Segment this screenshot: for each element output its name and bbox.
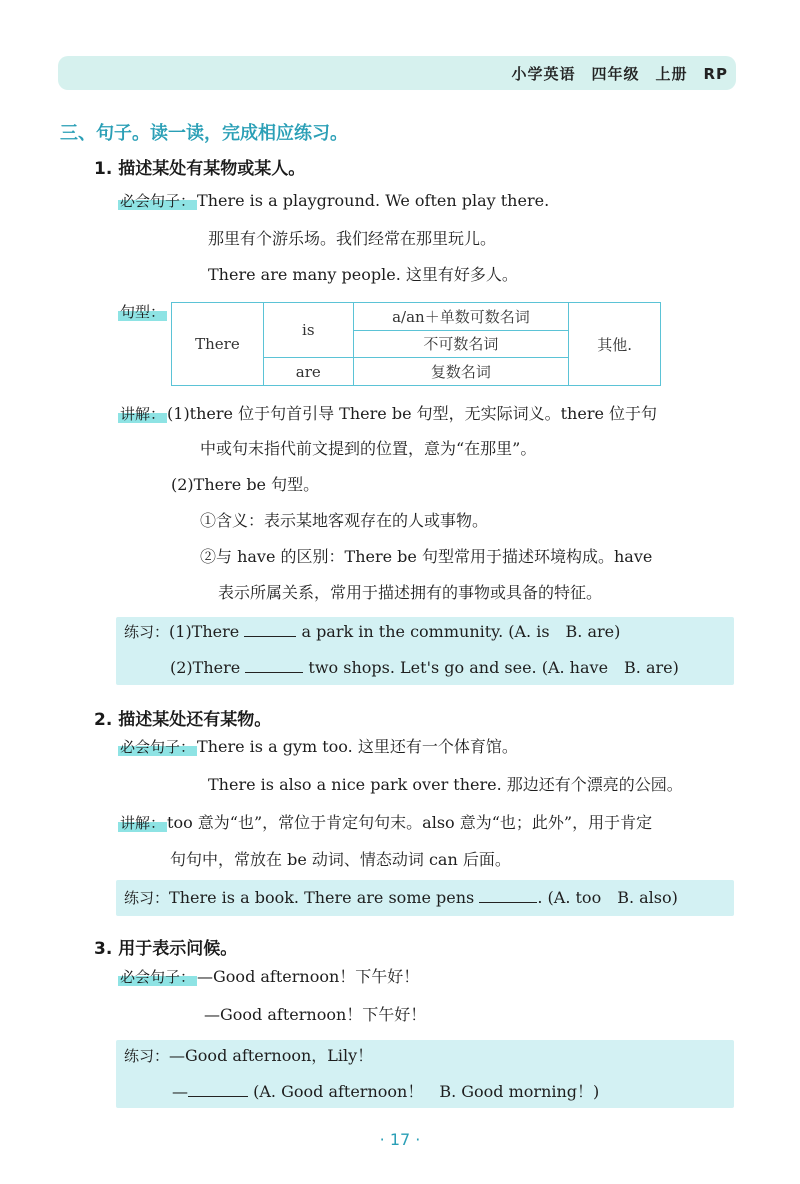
practice-tag: 练习： bbox=[124, 623, 170, 641]
explain-tag: 讲解： bbox=[120, 814, 166, 832]
table-cell-other: 其他. bbox=[569, 303, 661, 386]
part3-practice-1 bbox=[124, 1045, 373, 1067]
part3-sentence-line-1 bbox=[118, 966, 419, 988]
answer-blank[interactable] bbox=[188, 1082, 248, 1097]
page-number: · 17 · bbox=[379, 1130, 421, 1149]
sentence-tag: 必会句子： bbox=[120, 968, 196, 986]
sentence-text: There is a playground. We often play there. bbox=[197, 191, 550, 210]
practice-text: two shops. Let's go and see. (A. have B. are) bbox=[308, 658, 679, 677]
part3-practice-2 bbox=[172, 1081, 599, 1103]
part3-sentence-line-2: —Good afternoon！下午好！ bbox=[204, 1005, 427, 1024]
table-cell-uncountable: 不可数名词 bbox=[353, 330, 568, 358]
practice-text: —Good afternoon，Lily！ bbox=[169, 1046, 374, 1065]
practice-text: There is a book. There are some pens bbox=[169, 888, 475, 907]
part1-explain-line-5: ②与 have 的区别：There be 句型常用于描述环境构成。have bbox=[200, 547, 653, 566]
practice-tag: 练习： bbox=[124, 1047, 170, 1065]
sentence-tag: 必会句子： bbox=[120, 738, 196, 756]
explain-text: (1)there 位于句首引导 There be 句型，无实际词义。there 位于句 bbox=[167, 404, 658, 423]
part1-sentence-line-1 bbox=[118, 190, 549, 212]
part1-title: 1. 描述某处有某物或某人。 bbox=[94, 159, 306, 179]
part2-explain-line-2: 句句中，常放在 be 动词、情态动词 can 后面。 bbox=[170, 850, 511, 869]
pattern-tag: 句型： bbox=[120, 303, 166, 321]
part1-explain-line-3: (2)There be 句型。 bbox=[171, 475, 320, 494]
pattern-tag-line bbox=[118, 301, 167, 323]
table-cell-are: are bbox=[263, 358, 353, 386]
practice-text: . (A. too B. also) bbox=[537, 888, 678, 907]
there-be-pattern-table bbox=[171, 302, 661, 386]
part2-sentence-line-2: There is also a nice park over there. 那边还有个漂亮的公园。 bbox=[208, 775, 683, 794]
part2-sentence-line-1 bbox=[118, 736, 518, 758]
table-cell-there: There bbox=[172, 303, 264, 386]
answer-blank[interactable] bbox=[244, 622, 296, 637]
answer-blank[interactable] bbox=[245, 658, 303, 673]
part1-explain-line-6: 表示所属关系，常用于描述拥有的事物或具备的特征。 bbox=[218, 583, 603, 602]
table-cell-countable: a/an＋单数可数名词 bbox=[353, 303, 568, 331]
practice-text: a park in the community. (A. is B. are) bbox=[301, 622, 621, 641]
sentence-tag: 必会句子： bbox=[120, 192, 196, 210]
table-cell-plural: 复数名词 bbox=[353, 358, 568, 386]
answer-blank[interactable] bbox=[479, 888, 537, 903]
table-cell-is: is bbox=[263, 303, 353, 358]
part1-explain-line-4: ①含义：表示某地客观存在的人或事物。 bbox=[200, 511, 489, 530]
part1-practice-2 bbox=[170, 657, 679, 679]
practice-text: — bbox=[172, 1082, 188, 1101]
part1-explain-line-2: 中或句末指代前文提到的位置，意为“在那里”。 bbox=[200, 439, 537, 458]
part1-explain-line-1 bbox=[118, 403, 657, 425]
practice-text: (A. Good afternoon！ B. Good morning！) bbox=[253, 1082, 600, 1101]
part2-practice bbox=[124, 887, 678, 909]
part1-sentence-line-2: 那里有个游乐场。我们经常在那里玩儿。 bbox=[208, 229, 497, 248]
practice-text: (1)There bbox=[169, 622, 240, 641]
practice-tag: 练习： bbox=[124, 889, 170, 907]
explain-text: too 意为“也”，常位于肯定句句末。also 意为“也；此外”，用于肯定 bbox=[167, 813, 653, 832]
part1-practice-1 bbox=[124, 621, 620, 643]
practice-text: (2)There bbox=[170, 658, 241, 677]
sentence-text: There is a gym too. 这里还有一个体育馆。 bbox=[197, 737, 518, 756]
part1-sentence-line-3: There are many people. 这里有好多人。 bbox=[208, 265, 518, 284]
part2-title: 2. 描述某处还有某物。 bbox=[94, 710, 272, 730]
book-header: 小学英语 四年级 上册 RP bbox=[511, 65, 728, 83]
part2-explain-line-1 bbox=[118, 812, 652, 834]
sentence-text: —Good afternoon！下午好！ bbox=[197, 967, 420, 986]
explain-tag: 讲解： bbox=[120, 405, 166, 423]
part3-title: 3. 用于表示问候。 bbox=[94, 939, 238, 959]
section-title: 三、句子。读一读，完成相应练习。 bbox=[60, 123, 348, 144]
